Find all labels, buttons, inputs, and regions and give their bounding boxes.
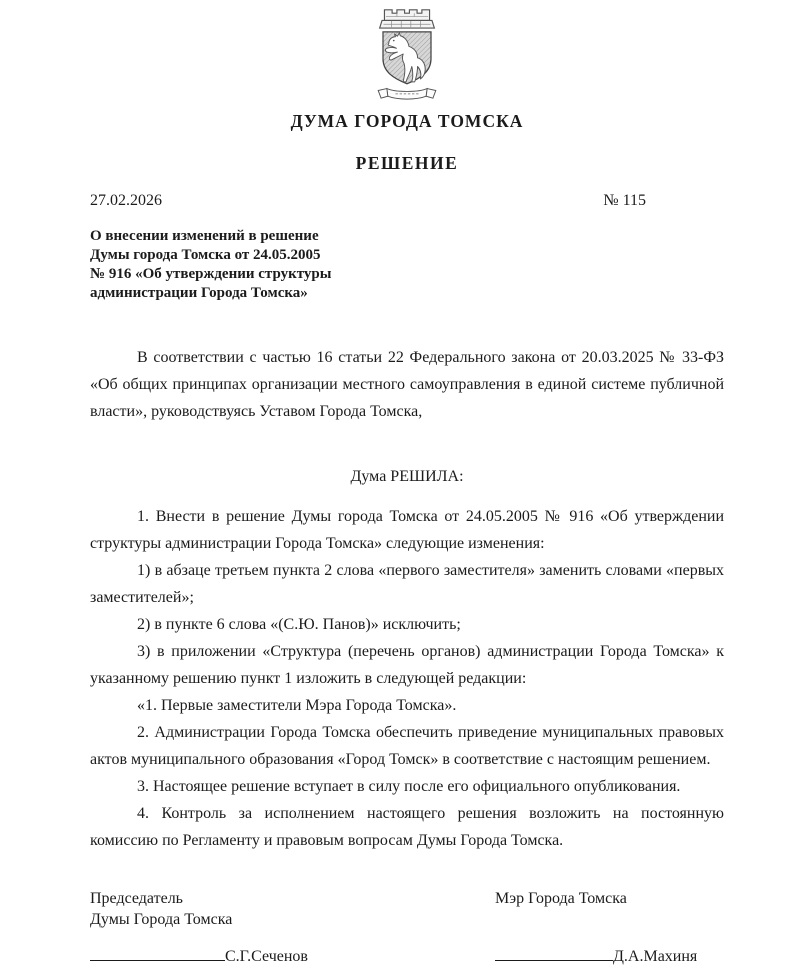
- document-subject: [90, 227, 724, 303]
- resolve-item-2: 2. Администрации Города Томска обеспечить приведение муниципальных правовых актов муниципального образования «Город Томск» в соответствие с настоящим решением.: [90, 724, 724, 768]
- resolution-heading: Дума РЕШИЛА:: [350, 468, 464, 485]
- preamble-paragraph: В соответствии с частью 16 статьи 22 Федерального закона от 20.03.2025 № 33-ФЗ «Об общих принципах организации местного самоуправления в единой системе публичной власти», руководствуясь Уставом Города Томска,: [90, 349, 724, 420]
- signature-titles-row: [90, 888, 724, 930]
- tomsk-coat-of-arms-icon: [359, 4, 455, 104]
- resolve-item-4: 4. Контроль за исполнением настоящего решения возложить на постоянную комиссию по Регламенту и правовым вопросам Думы Города Томска.: [90, 805, 724, 849]
- motto-ribbon-icon: [378, 89, 436, 100]
- mayor-signature-line: [495, 946, 613, 961]
- chairman-title-line-1: Председатель: [90, 890, 183, 907]
- subject-line-2: Думы города Томска от 24.05.2005: [90, 247, 321, 263]
- chairman-title-line-2: Думы Города Томска: [90, 911, 233, 928]
- subject-line-4: администрации Города Томска»: [90, 285, 308, 301]
- resolve-item-1: 1. Внести в решение Думы города Томска от 24.05.2005 № 916 «Об утверждении структуры администрации Города Томска» следующие изменения:: [90, 508, 724, 552]
- mayor-title: Мэр Города Томска: [495, 890, 627, 907]
- date-number-row: [90, 192, 724, 210]
- document-type-heading: РЕШЕНИЕ: [355, 153, 459, 173]
- subject-line-3: № 916 «Об утверждении структуры: [90, 266, 332, 282]
- subject-line-1: О внесении изменений в решение: [90, 228, 319, 244]
- document-date: 27.02.2026: [90, 192, 162, 209]
- chairman-title: [90, 888, 495, 930]
- resolve-item-3: 3. Настоящее решение вступает в силу после его официального опубликования.: [137, 778, 681, 795]
- document-number: № 115: [603, 192, 646, 209]
- signature-names-row: [90, 946, 724, 966]
- chairman-signature: [90, 946, 495, 966]
- signature-block: [90, 888, 724, 966]
- resolve-subitem-2: 2) в пункте 6 слова «(С.Ю. Панов)» исключить;: [137, 616, 461, 633]
- resolve-subitem-1: 1) в абзаце третьем пункта 2 слова «первого заместителя» заменить словами «первых заместителей»;: [90, 562, 724, 606]
- chairman-signature-line: [90, 946, 225, 961]
- organization-name: ДУМА ГОРОДА ТОМСКА: [290, 111, 524, 131]
- mayor-name: Д.А.Махиня: [613, 948, 698, 965]
- mayor-signature: [495, 946, 724, 966]
- chairman-name: С.Г.Сеченов: [225, 948, 308, 965]
- quoted-revision-text: «1. Первые заместители Мэра Города Томска».: [137, 697, 457, 714]
- resolve-subitem-3: 3) в приложении «Структура (перечень органов) администрации Города Томска» к указанному решению пункт 1 изложить в следующей редакции:: [90, 643, 724, 687]
- mural-crown-icon: [380, 10, 435, 28]
